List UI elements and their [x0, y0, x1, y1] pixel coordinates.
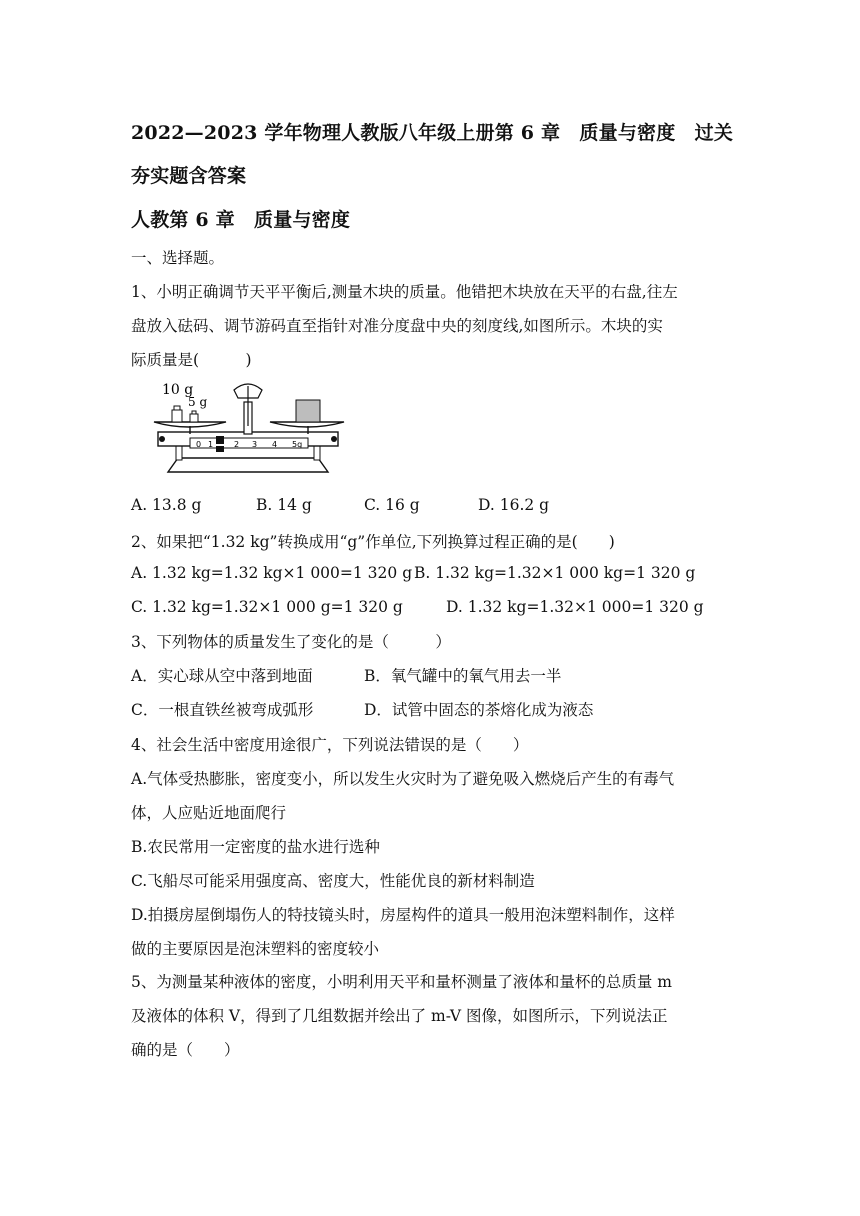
q1-option-c: C. 16 g: [364, 496, 420, 514]
tick-3: 3: [252, 440, 258, 449]
weight-5g: [190, 414, 198, 422]
q2-option-c: C. 1.32 kg=1.32×1 000 g=1 320 g: [131, 598, 403, 616]
left-foot: [176, 446, 182, 460]
tick-4: 4: [272, 440, 278, 449]
q4-option-c: C.飞船尽可能采用强度高、密度大，性能优良的新材料制造: [131, 872, 535, 890]
q4-option-a-line2: 体，人应贴近地面爬行: [131, 804, 287, 822]
doc-title-line1: 2022—2023 学年物理人教版八年级上册第 6 章 质量与密度 过关: [131, 122, 734, 144]
q1-option-d: D. 16.2 g: [478, 496, 550, 514]
rider-lower: [216, 446, 224, 452]
q4-text: 4、社会生活中密度用途很广，下列说法错误的是（ ）: [131, 736, 529, 754]
q2-text: 2、如果把“1.32 kg”转换成用“g”作单位,下列换算过程正确的是( ): [131, 533, 615, 551]
q3-option-c: C．一根直铁丝被弯成弧形: [131, 701, 314, 719]
q4-option-b: B.农民常用一定密度的盐水进行选种: [131, 838, 380, 856]
weight-10g: [172, 410, 182, 422]
q3-option-d: D．试管中固态的茶熔化成为液态: [364, 701, 594, 719]
q2-option-d: D. 1.32 kg=1.32×1 000=1 320 g: [446, 598, 704, 616]
q1-option-b: B. 14 g: [256, 496, 312, 514]
weight-10g-label: 10 g: [162, 382, 194, 398]
q1-option-a: A. 13.8 g: [131, 496, 202, 514]
tick-5: 5g: [292, 440, 303, 449]
rider: [216, 436, 224, 444]
q4-option-a-line1: A.气体受热膨胀，密度变小，所以发生火灾时为了避免吸入燃烧后产生的有毒气: [131, 770, 675, 788]
tick-2: 2: [234, 440, 240, 449]
q1-text-line2: 盘放入砝码、调节游码直至指针对准分度盘中央的刻度线,如图所示。木块的实: [131, 317, 663, 335]
q1-text-line3: 际质量是( ): [131, 351, 252, 369]
weight-5g-label: 5 g: [188, 395, 208, 409]
q5-text-line2: 及液体的体积 V，得到了几组数据并绘出了 m-V 图像，如图所示，下列说法正: [131, 1007, 668, 1025]
q2-option-a: A. 1.32 kg=1.32 kg×1 000=1 320 g: [131, 564, 413, 582]
scale-base: [168, 458, 328, 472]
q5-text-line3: 确的是（ ）: [131, 1041, 240, 1059]
q4-option-d-line2: 做的主要原因是泡沫塑料的密度较小: [131, 940, 380, 958]
doc-title-line2: 夯实题含答案: [131, 165, 247, 187]
tick-1: 1: [208, 440, 214, 449]
q2-option-b: B. 1.32 kg=1.32×1 000 kg=1 320 g: [414, 564, 696, 582]
wooden-block: [296, 400, 320, 422]
left-nut: [159, 436, 165, 442]
q5-text-line1: 5、为测量某种液体的密度，小明利用天平和量杯测量了液体和量杯的总质量 m: [131, 973, 672, 991]
chapter-heading: 人教第 6 章 质量与密度: [131, 209, 351, 231]
right-nut: [331, 436, 337, 442]
balance-scale-figure: [148, 376, 348, 478]
right-pan: [270, 422, 344, 427]
q3-option-b: B．氧气罐中的氧气用去一半: [364, 667, 562, 685]
right-foot: [314, 446, 320, 460]
q1-text-line1: 1、小明正确调节天平平衡后,测量木块的质量。他错把木块放在天平的右盘,往左: [131, 283, 678, 301]
q3-text: 3、下列物体的质量发生了变化的是（ ）: [131, 633, 451, 651]
q4-option-d-line1: D.拍摄房屋倒塌伤人的特技镜头时，房屋构件的道具一般用泡沫塑料制作，这样: [131, 906, 675, 924]
section-heading: 一、选择题。: [131, 249, 225, 267]
q3-option-a: A．实心球从空中落到地面: [131, 667, 313, 685]
tick-0: 0: [196, 440, 202, 449]
